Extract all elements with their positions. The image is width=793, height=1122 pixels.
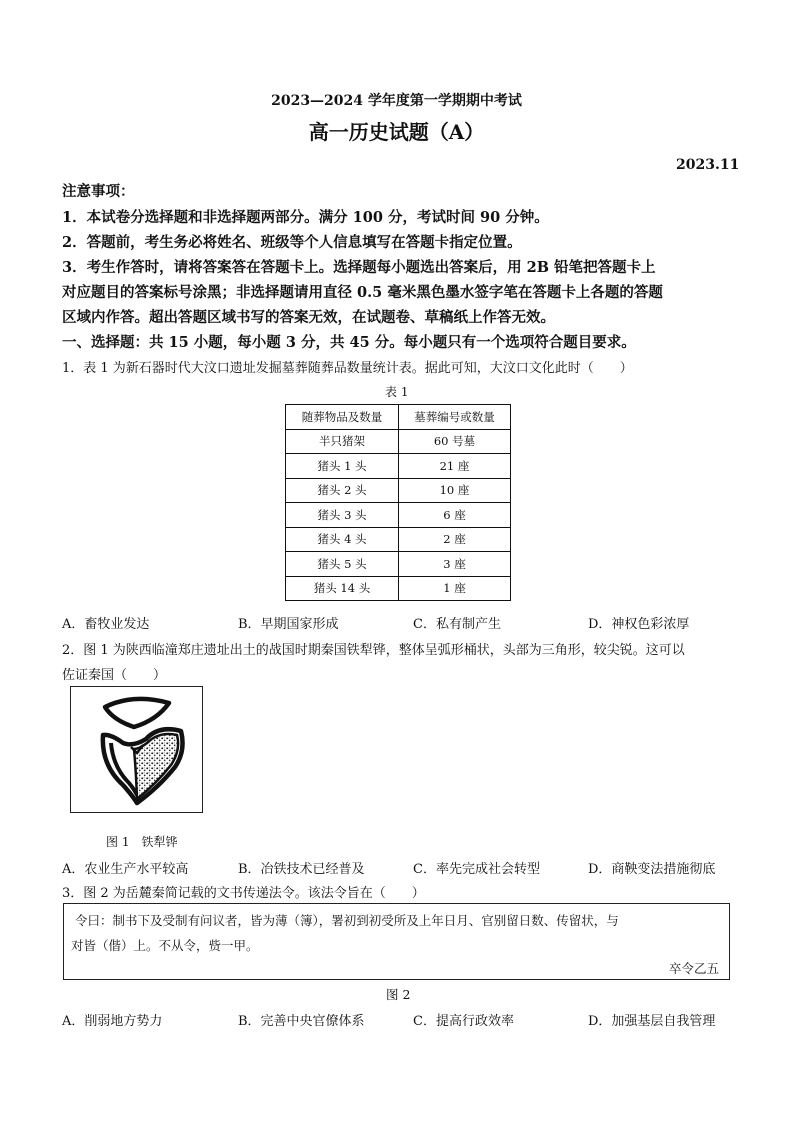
quote-source: 卒令乙五	[668, 961, 719, 976]
section-heading: 一、选择题：共 15 小题，每小题 3 分，共 45 分。每小题只有一个选项符合题目要求。	[62, 334, 636, 351]
figure-2-caption: 图 2	[386, 987, 411, 1002]
quote-line: 对皆（偕）上。不从令，赀一甲。	[71, 938, 259, 953]
table-header-cell: 墓葬编号或数量	[399, 405, 511, 430]
table-1	[285, 404, 511, 601]
paper-title: 高一历史试题（A）	[308, 120, 485, 144]
table-cell: 6 座	[399, 503, 511, 528]
notes-heading: 注意事项：	[62, 183, 135, 200]
question-2-option-b: B．冶铁技术已经普及	[238, 862, 365, 877]
note-item: 区域内作答。超出答题区域书写的答案无效，在试题卷、草稿纸上作答无效。	[62, 309, 555, 326]
question-1-option-d: D．神权色彩浓厚	[588, 617, 690, 632]
question-1-option-c: C．私有制产生	[413, 617, 501, 632]
question-3-option-a: A．削弱地方势力	[62, 1014, 163, 1029]
table-1-caption: 表 1	[385, 385, 409, 399]
question-2-option-a: A．农业生产水平较高	[62, 862, 189, 877]
exam-date: 2023.11	[676, 157, 740, 173]
table-cell: 猪头 14 头	[286, 576, 399, 601]
table-cell: 猪头 4 头	[286, 527, 399, 552]
question-2-option-c: C．率先完成社会转型	[413, 862, 540, 877]
question-3-option-c: C．提高行政效率	[413, 1014, 514, 1029]
question-3-stem: 3．图 2 为岳麓秦简记载的文书传递法令。该法令旨在（ ）	[62, 886, 425, 901]
table-header-row	[286, 405, 511, 430]
table-row	[286, 576, 511, 601]
figure-1-caption: 图 1 铁犁铧	[106, 835, 178, 849]
question-2-option-d: D．商鞅变法措施彻底	[588, 862, 716, 877]
table-cell: 猪头 1 头	[286, 454, 399, 479]
table-cell: 1 座	[399, 576, 511, 601]
table-row	[286, 429, 511, 454]
table-cell: 猪头 2 头	[286, 478, 399, 503]
exam-title: 2023—2024 学年度第一学期期中考试	[271, 93, 522, 109]
table-header-cell: 随葬物品及数量	[286, 405, 399, 430]
table-cell: 60 号墓	[399, 429, 511, 454]
question-2-stem-cont: 佐证秦国（ ）	[62, 668, 167, 683]
table-row	[286, 454, 511, 479]
table-row	[286, 503, 511, 528]
note-item: 1．本试卷分选择题和非选择题两部分。满分 100 分，考试时间 90 分钟。	[62, 209, 549, 226]
note-item: 3．考生作答时，请将答案答在答题卡上。选择题每小题选出答案后，用 2B 铅笔把答题卡上	[62, 259, 656, 276]
table-cell: 21 座	[399, 454, 511, 479]
table-cell: 猪头 5 头	[286, 552, 399, 577]
question-1-option-b: B．早期国家形成	[238, 617, 339, 632]
figure-2-document-box	[63, 903, 730, 980]
table-cell: 2 座	[399, 527, 511, 552]
figure-1-iron-plowshare	[70, 686, 203, 813]
question-3-option-b: B．完善中央官僚体系	[238, 1014, 365, 1029]
table-cell: 3 座	[399, 552, 511, 577]
table-cell: 半只猪架	[286, 429, 399, 454]
table-row	[286, 527, 511, 552]
table-cell: 猪头 3 头	[286, 503, 399, 528]
plowshare-illustration	[71, 687, 202, 812]
question-1-stem: 1．表 1 为新石器时代大汶口遗址发掘墓葬随葬品数量统计表。据此可知，大汶口文化此时（ ）	[62, 361, 633, 376]
quote-line: 令曰：制书下及受制有问议者，皆为薄（簿），署初到初受所及上年日月、官别留日数、传留状，与	[75, 913, 619, 928]
note-item: 对应题目的答案标号涂黑；非选择题请用直径 0.5 毫米黑色墨水签字笔在答题卡上各题的答题	[62, 284, 663, 301]
question-1-option-a: A．畜牧业发达	[62, 617, 150, 632]
question-2-stem: 2．图 1 为陕西临潼郑庄遗址出土的战国时期秦国铁犁铧，整体呈弧形桶状，头部为三角形，较尖锐。这可以	[62, 643, 685, 658]
table-cell: 10 座	[399, 478, 511, 503]
question-3-option-d: D．加强基层自我管理	[588, 1014, 716, 1029]
table-row	[286, 552, 511, 577]
table-row	[286, 478, 511, 503]
note-item: 2．答题前，考生务必将姓名、班级等个人信息填写在答题卡指定位置。	[62, 234, 522, 251]
